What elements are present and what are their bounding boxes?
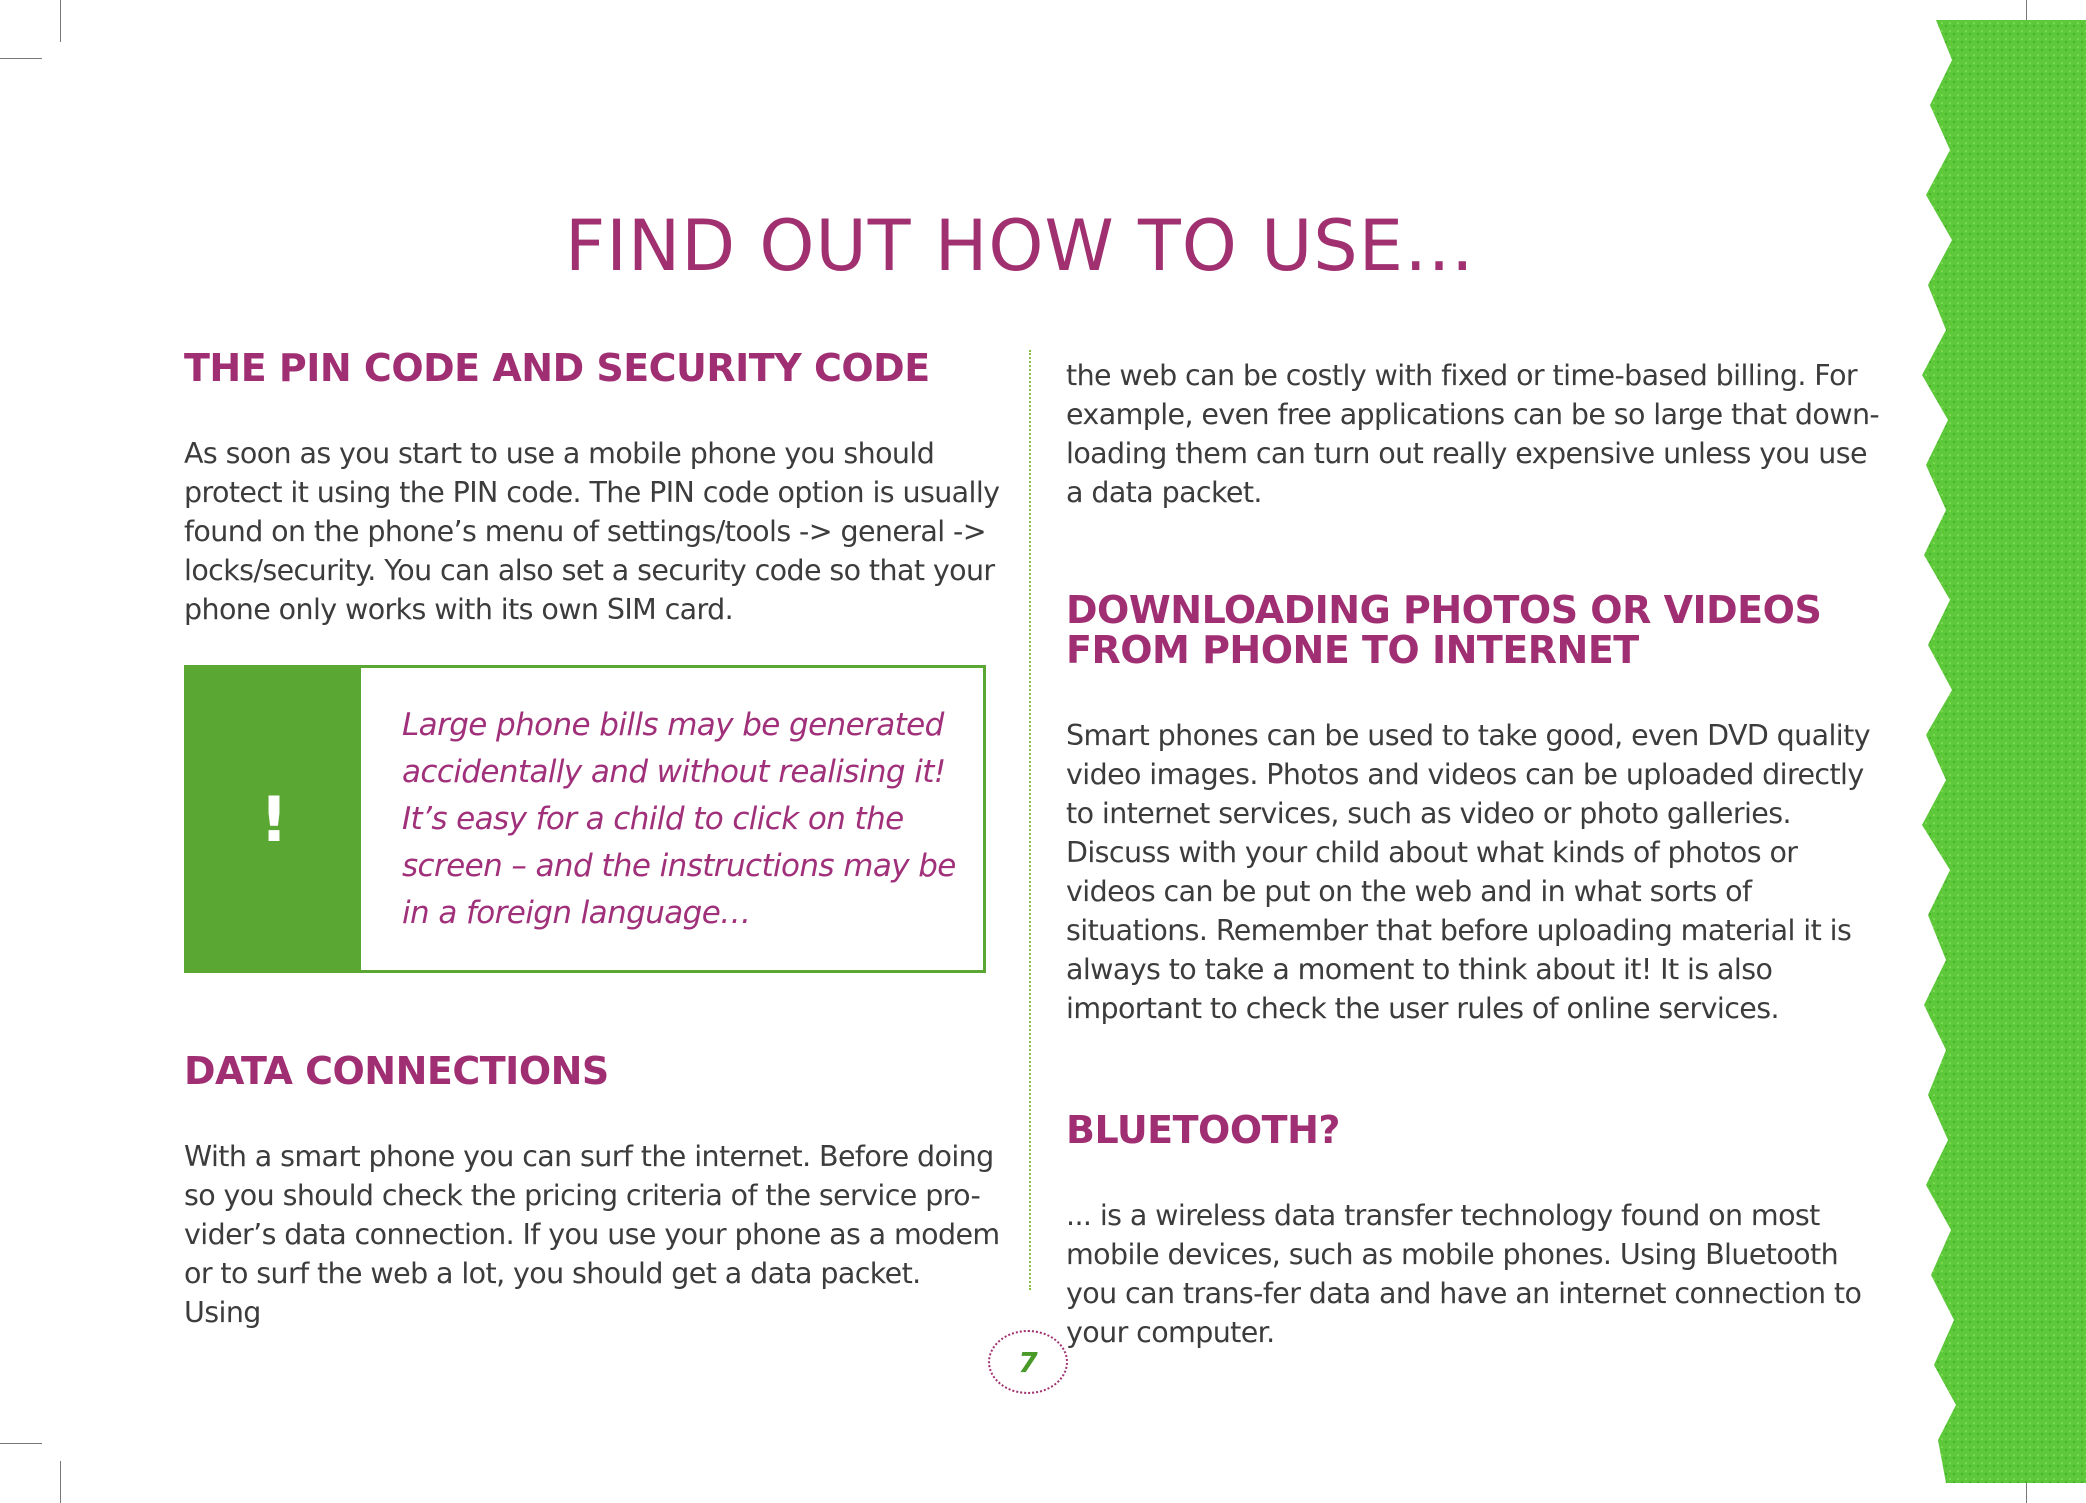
data-connections-heading: DATA CONNECTIONS	[184, 1049, 609, 1093]
column-divider	[1029, 350, 1031, 1290]
crop-mark	[60, 1461, 61, 1503]
downloading-body: Smart phones can be used to take good, even DVD quality video images. Photos and videos can be uploaded directly to internet services, such as video or photo galleries. Discuss with your child about what kinds of photos or videos can be put on the web and in what sorts of situations. Remember that before uploading material it is always to take a moment to think about it! It is also important to check the user rules of online services.	[1066, 719, 1870, 1025]
bluetooth-heading: BLUETOOTH?	[1066, 1108, 1340, 1152]
crop-mark	[60, 0, 61, 42]
data-connections-section	[184, 1051, 1004, 1332]
left-column	[184, 348, 1004, 629]
pin-code-body: As soon as you start to use a mobile phone you should protect it using the PIN code. The PIN code option is usually found on the phone’s menu of settings/tools -> general -> locks/security. You can also set a security code so that your phone only works with its own SIM card.	[184, 437, 1000, 626]
right-column	[1066, 356, 1886, 1352]
crop-mark	[0, 1443, 42, 1444]
page-title: FIND OUT HOW TO USE…	[565, 205, 1475, 287]
exclamation-icon: !	[259, 782, 289, 856]
data-connections-body: With a smart phone you can surf the internet. Before doing so you should check the pricing criteria of the service pro-vider’s data connection. If you use your phone as a modem or to surf the web a lot, you should get a data packet. Using	[184, 1140, 1000, 1329]
warning-box	[184, 665, 986, 973]
data-connections-body-continued: the web can be costly with fixed or time-based billing. For example, even free applications can be so large that down-loading them can turn out really expensive unless you use a data packet.	[1066, 359, 1880, 509]
crop-mark	[0, 58, 42, 59]
page-number: 7	[988, 1330, 1068, 1394]
pin-code-heading: THE PIN CODE AND SECURITY CODE	[184, 346, 930, 390]
bluetooth-body: ... is a wireless data transfer technology found on most mobile devices, such as mobile phones. Using Bluetooth you can trans-fer data and have an internet connection to your computer.	[1066, 1199, 1862, 1349]
warning-text: Large phone bills may be generated accidentally and without realising it! It’s easy for a child to click on the screen – and the instructions may be in a foreign language…	[402, 707, 956, 931]
warning-bar	[187, 668, 361, 970]
downloading-heading: DOWNLOADING PHOTOS OR VIDEOS FROM PHONE TO INTERNET	[1066, 588, 1822, 672]
